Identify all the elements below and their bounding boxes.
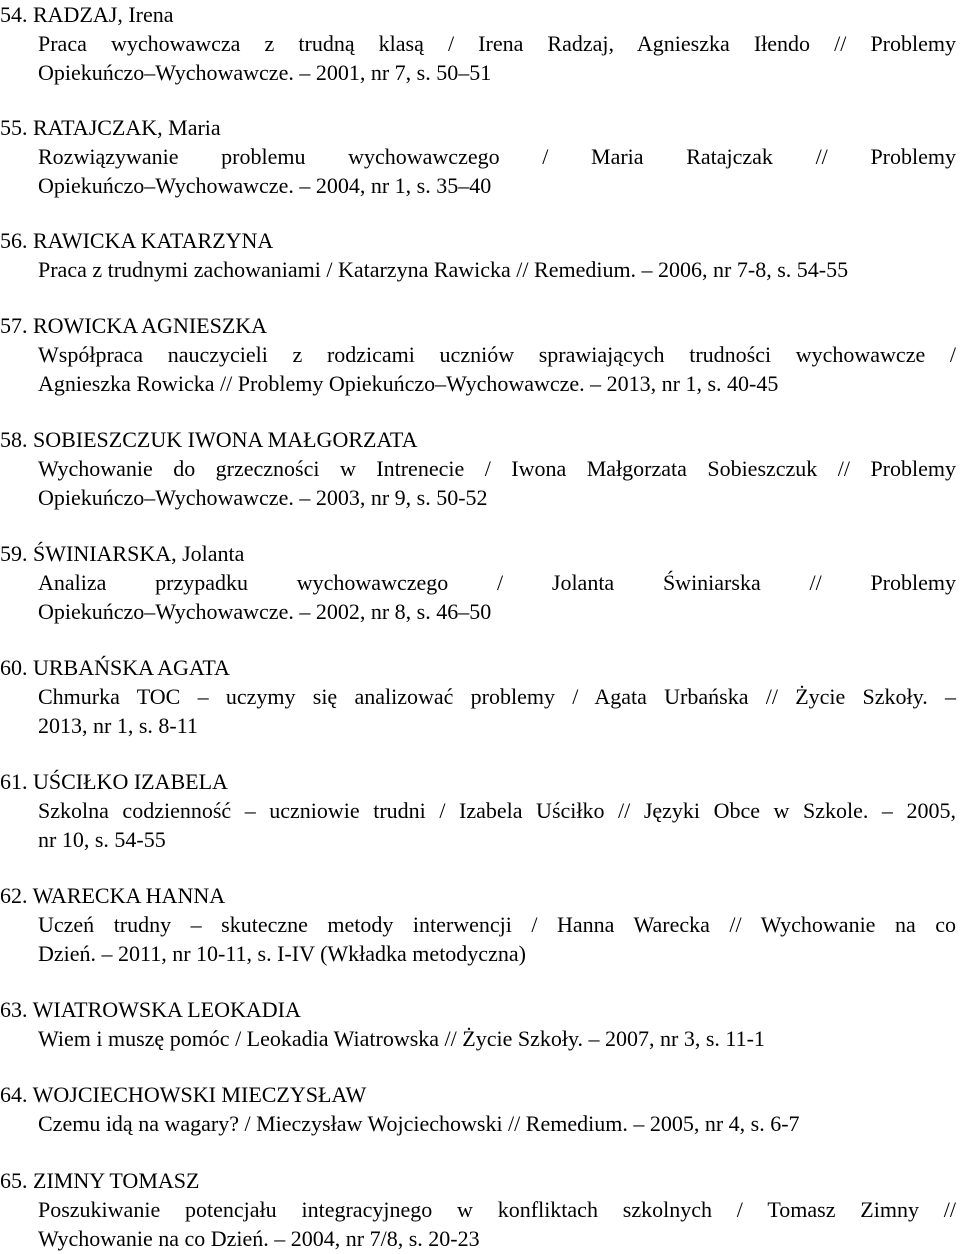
entry-author: ROWICKA AGNIESZKA bbox=[33, 313, 268, 338]
bibliography-entry-63 bbox=[0, 995, 956, 1053]
entry-number: 55. bbox=[0, 115, 28, 140]
entry-number: 57. bbox=[0, 313, 28, 338]
bibliography-entry-56 bbox=[0, 226, 956, 284]
entry-number: 54. bbox=[0, 2, 28, 27]
entry-author: ŚWINIARSKA, Jolanta bbox=[33, 541, 245, 566]
entry-title-line: Współpraca nauczycieli z rodzicami uczniów sprawiających trudności wychowawcze / bbox=[38, 342, 956, 367]
bibliography-entry-64 bbox=[0, 1080, 956, 1138]
entry-source-line: nr 10, s. 54-55 bbox=[38, 827, 166, 852]
entry-source-line: Wychowanie na co Dzień. – 2004, nr 7/8, s. 20-23 bbox=[38, 1226, 480, 1251]
entry-author: WOJCIECHOWSKI MIECZYSŁAW bbox=[32, 1082, 367, 1107]
entry-author: WIATROWSKA LEOKADIA bbox=[32, 997, 301, 1022]
entry-author: WARECKA HANNA bbox=[32, 883, 226, 908]
entry-number: 65. bbox=[0, 1168, 28, 1193]
entry-author: SOBIESZCZUK IWONA MAŁGORZATA bbox=[33, 427, 418, 452]
entry-source-line: Opiekuńczo–Wychowawcze. – 2001, nr 7, s. 50–51 bbox=[38, 60, 492, 85]
bibliography-entry-60 bbox=[0, 653, 956, 740]
entry-title-line: Praca z trudnymi zachowaniami / Katarzyna Rawicka // Remedium. – 2006, nr 7-8, s. 54-55 bbox=[38, 257, 849, 282]
entry-heading bbox=[0, 767, 956, 796]
entry-number: 58. bbox=[0, 427, 28, 452]
entry-title-line: Poszukiwanie potencjału integracyjnego w konfliktach szkolnych / Tomasz Zimny // bbox=[38, 1197, 956, 1222]
entry-source-line: Agnieszka Rowicka // Problemy Opiekuńczo–Wychowawcze. – 2013, nr 1, s. 40-45 bbox=[38, 371, 779, 396]
entry-title-line: Praca wychowawcza z trudną klasą / Irena Radzaj, Agnieszka Iłendo // Problemy bbox=[38, 31, 956, 56]
bibliography-entry-58 bbox=[0, 425, 956, 512]
entry-number: 56. bbox=[0, 228, 28, 253]
entry-source-line: Opiekuńczo–Wychowawcze. – 2003, nr 9, s. 50-52 bbox=[38, 485, 488, 510]
entry-title-line: Rozwiązywanie problemu wychowawczego / Maria Ratajczak // Problemy bbox=[38, 144, 956, 169]
entry-source-line: Opiekuńczo–Wychowawcze. – 2002, nr 8, s. 46–50 bbox=[38, 599, 492, 624]
entry-heading bbox=[0, 995, 956, 1024]
entry-heading bbox=[0, 881, 956, 910]
entry-author: RADZAJ, Irena bbox=[33, 2, 174, 27]
entry-title-line: Chmurka TOC – uczymy się analizować problemy / Agata Urbańska // Życie Szkoły. – bbox=[38, 684, 956, 709]
bibliography-entry-57 bbox=[0, 311, 956, 398]
entry-heading bbox=[0, 226, 956, 255]
entry-author: UŚCIŁKO IZABELA bbox=[33, 769, 228, 794]
entry-title-line: Szkolna codzienność – uczniowie trudni / Izabela Uściłko // Języki Obce w Szkole. – 2005, bbox=[38, 798, 956, 823]
entry-number: 62. bbox=[0, 883, 28, 908]
entry-heading bbox=[0, 311, 956, 340]
entry-number: 63. bbox=[0, 997, 28, 1022]
entry-number: 61. bbox=[0, 769, 28, 794]
entry-number: 59. bbox=[0, 541, 28, 566]
bibliography-entry-54 bbox=[0, 0, 956, 87]
bibliography-entry-55 bbox=[0, 113, 956, 200]
bibliography-entry-61 bbox=[0, 767, 956, 854]
entry-title-line: Czemu idą na wagary? / Mieczysław Wojciechowski // Remedium. – 2005, nr 4, s. 6-7 bbox=[38, 1111, 800, 1136]
entry-heading bbox=[0, 539, 956, 568]
entry-title-line: Uczeń trudny – skuteczne metody interwencji / Hanna Warecka // Wychowanie na co bbox=[38, 912, 956, 937]
entry-title-line: Analiza przypadku wychowawczego / Jolanta Świniarska // Problemy bbox=[38, 570, 956, 595]
entry-number: 64. bbox=[0, 1082, 28, 1107]
entry-title-line: Wiem i muszę pomóc / Leokadia Wiatrowska // Życie Szkoły. – 2007, nr 3, s. 11-1 bbox=[38, 1026, 765, 1051]
entry-heading bbox=[0, 425, 956, 454]
entry-heading bbox=[0, 113, 956, 142]
entry-heading bbox=[0, 1080, 956, 1109]
entry-source-line: 2013, nr 1, s. 8-11 bbox=[38, 713, 198, 738]
entry-heading bbox=[0, 1166, 956, 1195]
entry-number: 60. bbox=[0, 655, 28, 680]
bibliography-entry-59 bbox=[0, 539, 956, 626]
entry-title-line: Wychowanie do grzeczności w Intrenecie / Iwona Małgorzata Sobieszczuk // Problemy bbox=[38, 456, 956, 481]
entry-heading bbox=[0, 653, 956, 682]
bibliography-entry-65 bbox=[0, 1166, 956, 1253]
entry-author: RATAJCZAK, Maria bbox=[33, 115, 221, 140]
entry-author: ZIMNY TOMASZ bbox=[33, 1168, 200, 1193]
bibliography-entry-62 bbox=[0, 881, 956, 968]
entry-source-line: Dzień. – 2011, nr 10-11, s. I-IV (Wkładka metodyczna) bbox=[38, 941, 526, 966]
entry-source-line: Opiekuńczo–Wychowawcze. – 2004, nr 1, s. 35–40 bbox=[38, 173, 492, 198]
entry-author: URBAŃSKA AGATA bbox=[33, 655, 230, 680]
entry-heading bbox=[0, 0, 956, 29]
entry-author: RAWICKA KATARZYNA bbox=[33, 228, 274, 253]
